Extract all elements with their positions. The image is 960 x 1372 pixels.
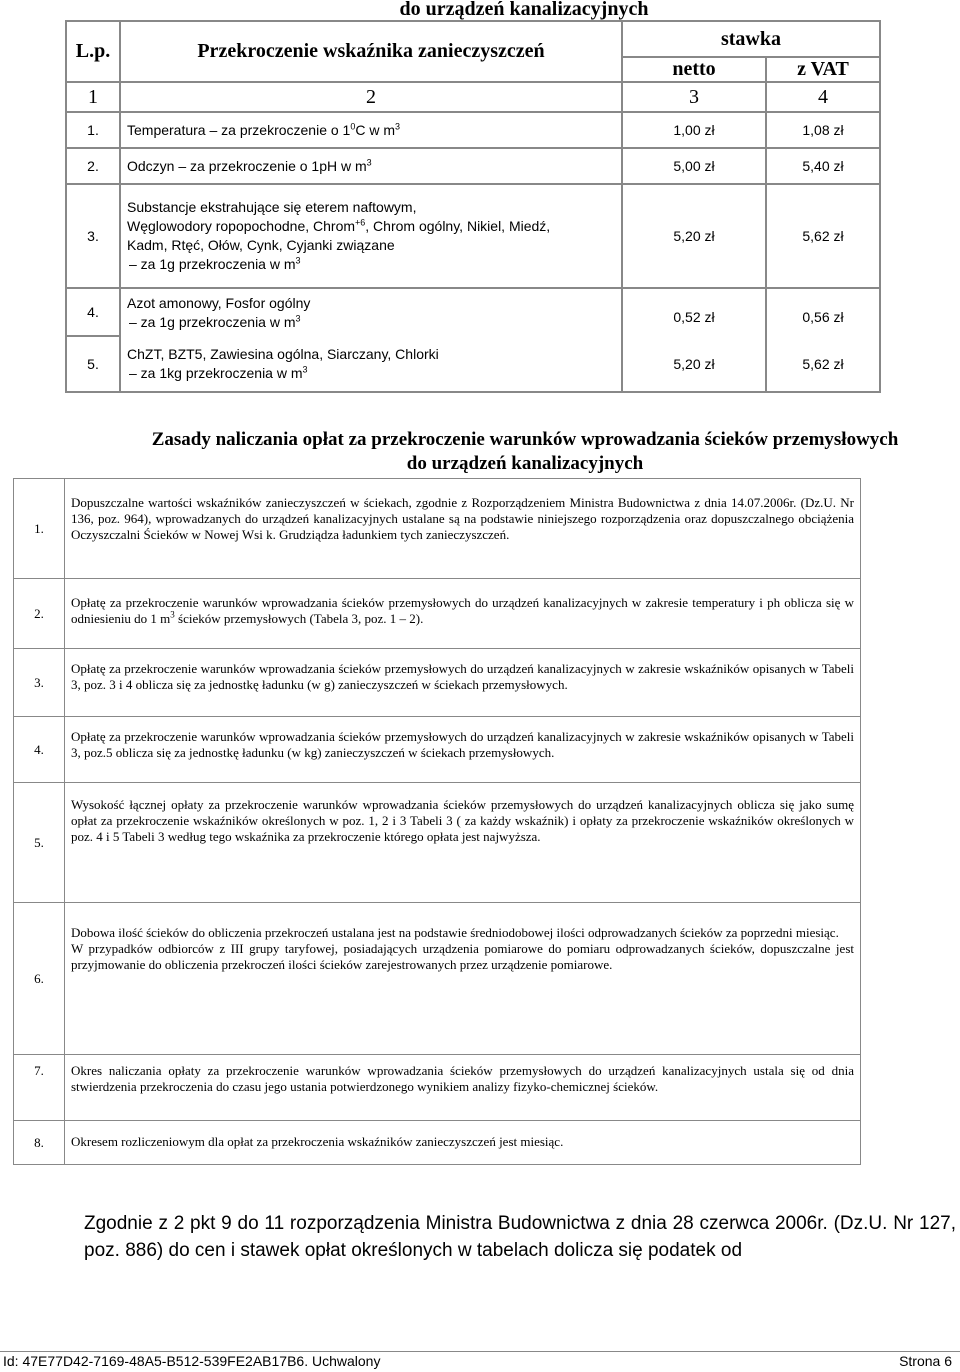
row-vat: 5,40 zł [766, 148, 880, 184]
row-netto: 1,00 zł [622, 112, 766, 148]
rule-number: 7. [14, 1055, 65, 1121]
row-netto: 5,00 zł [622, 148, 766, 184]
rule-text: Okresem rozliczeniowym dla opłat za przekroczenia wskaźników zanieczyszczeń jest miesiąc. [65, 1121, 861, 1165]
section-heading-line1: Zasady naliczania opłat za przekroczenie warunków wprowadzania ścieków przemysłowych [151, 429, 899, 450]
header-netto: netto [622, 57, 766, 82]
header-lp: L.p. [66, 21, 120, 82]
header-title: Przekroczenie wskaźnika zanieczyszczeń [120, 21, 622, 82]
header-stawka: stawka [622, 21, 880, 57]
row-lp: 5. [66, 336, 120, 392]
table-row [66, 336, 880, 392]
rules-table [13, 478, 861, 1165]
row-netto: 5,20 zł [622, 336, 766, 392]
col-number: 1 [66, 82, 120, 112]
row-desc: ChZT, BZT5, Zawiesina ogólna, Siarczany, Chlorki – za 1kg przekroczenia w $m^3$ [120, 336, 622, 392]
table-row [14, 1055, 861, 1121]
row-netto: 5,20 zł [622, 184, 766, 288]
table-row [14, 649, 861, 717]
row-desc: Azot amonowy, Fosfor ogólny – za 1g przekroczenia w $m^3$ [120, 288, 622, 336]
rule-text: Opłatę za przekroczenie warunków wprowadzania ścieków przemysłowych do urządzeń kanalizacyjnych w zakresie temperatury i ph oblicza się w odniesieniu do 1 $m^3$ ścieków przemysłowych (Tabela 3, poz. 1 – 2). [65, 579, 861, 649]
rule-text: Opłatę za przekroczenie warunków wprowadzania ścieków przemysłowych do urządzeń kanalizacyjnych w zakresie wskaźników opisanych w Tabeli 3, poz.5 oblicza się za jednostkę ładunku (w kg) zanieczyszczeń w ściekach przemysłowych. [65, 717, 861, 783]
row-vat: 5,62 zł [766, 336, 880, 392]
section-heading-line2: do urządzeń kanalizacyjnych [406, 453, 644, 474]
col-number: 3 [622, 82, 766, 112]
row-lp: 2. [66, 148, 120, 184]
header-vat: z VAT [766, 57, 880, 82]
rule-number: 8. [14, 1121, 65, 1165]
top-title: do urządzeń kanalizacyjnych [399, 0, 649, 20]
row-vat: 0,56 zł [766, 288, 880, 336]
row-lp: 4. [66, 288, 120, 336]
row-netto: 0,52 zł [622, 288, 766, 336]
rule-text: Dopuszczalne wartości wskaźników zanieczyszczeń w ściekach, zgodnie z Rozporządzeniem Ministra Budownictwa z dnia 14.07.2006r. (Dz.U. Nr 136, poz. 964), wprowadzanych do urządzeń kanalizacyjnych ustalane są na podstawie niniejszego rozporządzenia oraz dopuszczalnego obciążenia Oczyszczalni Ścieków w Nowej Wsi k. Grudziądza ładunkiem tych zanieczyszczeń. [65, 479, 861, 579]
row-lp: 3. [66, 184, 120, 288]
rule-number: 4. [14, 717, 65, 783]
rule-text: Opłatę za przekroczenie warunków wprowadzania ścieków przemysłowych do urządzeń kanalizacyjnych w zakresie wskaźników opisanych w Tabeli 3, poz. 3 i 4 oblicza się za jednostkę ładunku (w g) zanieczyszczeń w ściekach przemysłowych. [65, 649, 861, 717]
footer-page-number: Strona 6 [899, 1353, 952, 1369]
table-row [66, 288, 880, 336]
table-row [14, 479, 861, 579]
row-lp: 1. [66, 112, 120, 148]
table-row [14, 717, 861, 783]
rule-number: 5. [14, 783, 65, 903]
section-heading [90, 428, 960, 476]
rates-table [65, 20, 881, 393]
rule-text: Okres naliczania opłaty za przekroczenie warunków wprowadzania ścieków przemysłowych do urządzeń kanalizacyjnych ustala się od dnia stwierdzenia przekroczenia do czasu jego ustania potwierdzonego wynikiem analizy fizyko-chemicznej ścieków. [65, 1055, 861, 1121]
footer-id: Id: 47E77D42-7169-48A5-B512-539FE2AB17B6. Uchwalony [3, 1353, 381, 1369]
row-desc: Odczyn – za przekroczenie o 1pH w $m^3$ [120, 148, 622, 184]
table-row [14, 903, 861, 1055]
col-number: 2 [120, 82, 622, 112]
table-row [66, 112, 880, 148]
rule-number: 6. [14, 903, 65, 1055]
table-row [66, 148, 880, 184]
table-row [14, 1121, 861, 1165]
rule-number: 2. [14, 579, 65, 649]
table-row [14, 579, 861, 649]
rule-text: Wysokość łącznej opłaty za przekroczenie warunków wprowadzania ścieków przemysłowych do urządzeń kanalizacyjnych oblicza się jako sumę opłat za przekroczenie wskaźników określonych w poz. 1, 2 i 3 Tabeli 3 ( za każdy wskaźnik) i opłaty za przekroczenie wskaźników określonych w poz. 4 i 5 Tabeli 3 według tego wskaźnika za przekroczenie którego opłata jest najwyższa. [65, 783, 861, 903]
row-vat: 1,08 zł [766, 112, 880, 148]
col-number: 4 [766, 82, 880, 112]
table-row [14, 783, 861, 903]
rule-number: 3. [14, 649, 65, 717]
row-desc: Substancje ekstrahujące się eterem naftowym, Węglowodory ropopochodne, Chrom$^{+6}$, Chrom ogólny, Nikiel, Miedź, Kadm, Rtęć, Ołów, Cynk, Cyjanki związane – za 1g przekroczenia w $m^3$ [120, 184, 622, 288]
row-desc: Temperatura – za przekroczenie o $1^0C$ w $m^3$ [120, 112, 622, 148]
table-row [66, 184, 880, 288]
closing-paragraph: Zgodnie z 2 pkt 9 do 11 rozporządzenia Ministra Budownictwa z dnia 28 czerwca 2006r. (Dz.U. Nr 127, poz. 886) do cen i stawek opłat określonych w tabelach dolicza się podatek od [84, 1213, 956, 1261]
row-vat: 5,62 zł [766, 184, 880, 288]
rule-text: Dobowa ilość ścieków do obliczenia przekroczeń ustalana jest na podstawie średniodobowej ilości odprowadzanych ścieków za poprzedni miesiąc. W przypadków odbiorców z III grupy taryfowej, posiadających urządzenia pomiarowe do pomiaru odprowadzanych ścieków, dopuszczalne jest przyjmowanie do obliczenia przekroczeń ilości ścieków zarejestrowanych przez urządzenie pomiarowe. [65, 903, 861, 1055]
rule-number: 1. [14, 479, 65, 579]
footer-divider [0, 1351, 960, 1352]
